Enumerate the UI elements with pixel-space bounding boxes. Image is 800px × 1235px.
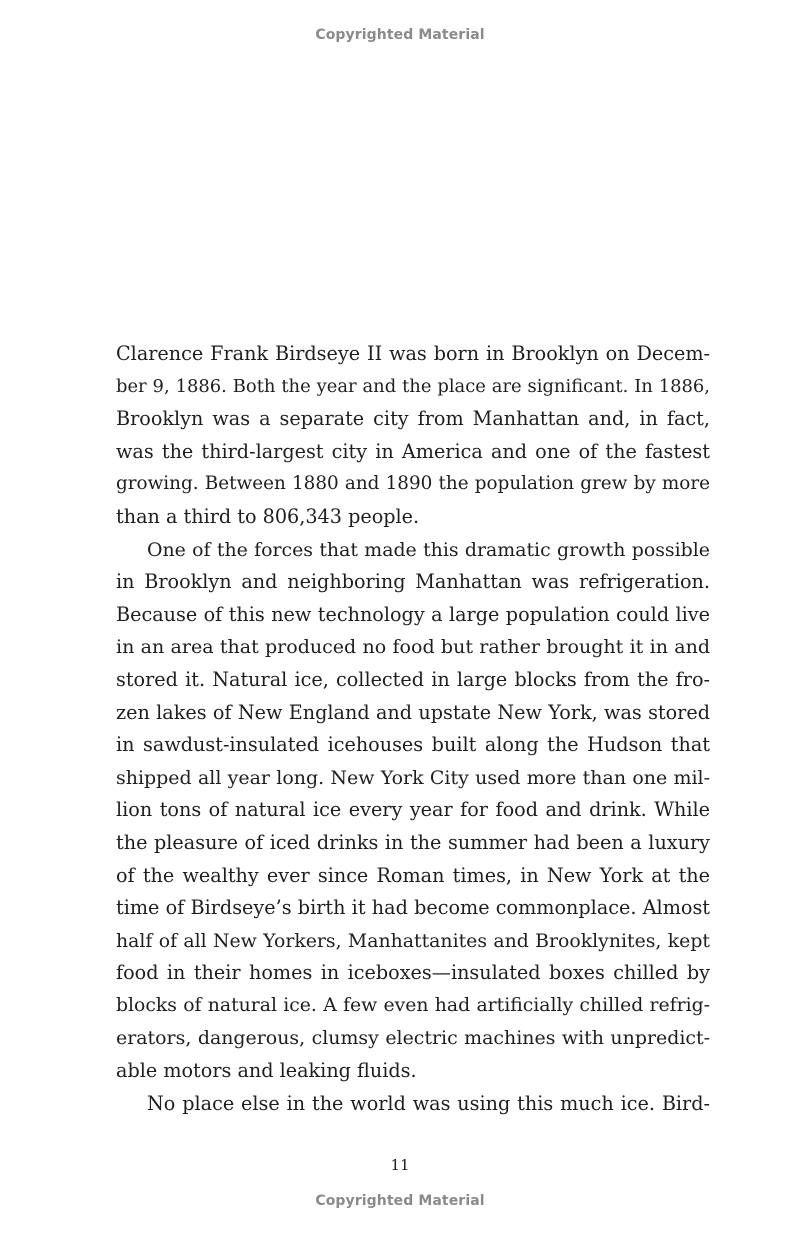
paragraph-1-line: ber 9, 1886. Both the year and the place are significant. In 1886, xyxy=(116,375,710,397)
paragraph-2-line: able motors and leaking fluids. xyxy=(116,1059,417,1083)
page-number: 11 xyxy=(390,1156,410,1174)
paragraph-2-line: Because of this new technology a large population could live xyxy=(116,602,710,626)
paragraph-2-line: shipped all year long. New York City used more than one mil- xyxy=(116,766,710,789)
paragraph-2-line: food in their homes in iceboxes—insulated boxes chilled by xyxy=(116,961,710,985)
paragraph-2-line: One of the forces that made this dramatic growth possible xyxy=(147,538,710,561)
paragraph-2-line: in an area that produced no food but rather brought it in and xyxy=(116,636,710,659)
watermark-bottom: Copyrighted Material xyxy=(315,1193,485,1209)
paragraph-1-line: than a third to 806,343 people. xyxy=(116,504,420,528)
watermark-top: Copyrighted Material xyxy=(315,27,485,43)
paragraph-2-line: zen lakes of New England and upstate New York, was stored xyxy=(116,700,710,724)
paragraph-2-line: half of all New Yorkers, Manhattanites and Brooklynites, kept xyxy=(116,929,710,952)
paragraph-1-line: Brooklyn was a separate city from Manhattan and, in fact, xyxy=(116,407,710,431)
paragraph-2-line: lion tons of natural ice every year for food and drink. While xyxy=(116,798,710,822)
paragraph-2-line: time of Birdseye’s birth it had become commonplace. Almost xyxy=(116,896,710,920)
paragraph-1-line: growing. Between 1880 and 1890 the population grew by more xyxy=(116,473,710,495)
paragraph-3-line: No place else in the world was using this much ice. Bird- xyxy=(147,1091,710,1115)
paragraph-2-line: in sawdust-insulated icehouses built along the Hudson that xyxy=(116,733,710,757)
paragraph-1-line: Clarence Frank Birdseye II was born in Brooklyn on Decem- xyxy=(116,342,710,365)
paragraph-2-line: the pleasure of iced drinks in the summer had been a luxury xyxy=(116,830,710,854)
paragraph-2-line: blocks of natural ice. A few even had artificially chilled refrig- xyxy=(116,994,710,1016)
body-text xyxy=(116,338,710,1120)
paragraph-2-line: of the wealthy ever since Roman times, in New York at the xyxy=(116,863,710,887)
paragraph-2-line: erators, dangerous, clumsy electric machines with unpredict- xyxy=(116,1027,710,1050)
paragraph-1-line: was the third-largest city in America and one of the fastest xyxy=(116,439,710,463)
paragraph-2-line: stored it. Natural ice, collected in large blocks from the fro- xyxy=(116,667,710,691)
paragraph-2-line: in Brooklyn and neighboring Manhattan was refrigeration. xyxy=(116,570,710,594)
